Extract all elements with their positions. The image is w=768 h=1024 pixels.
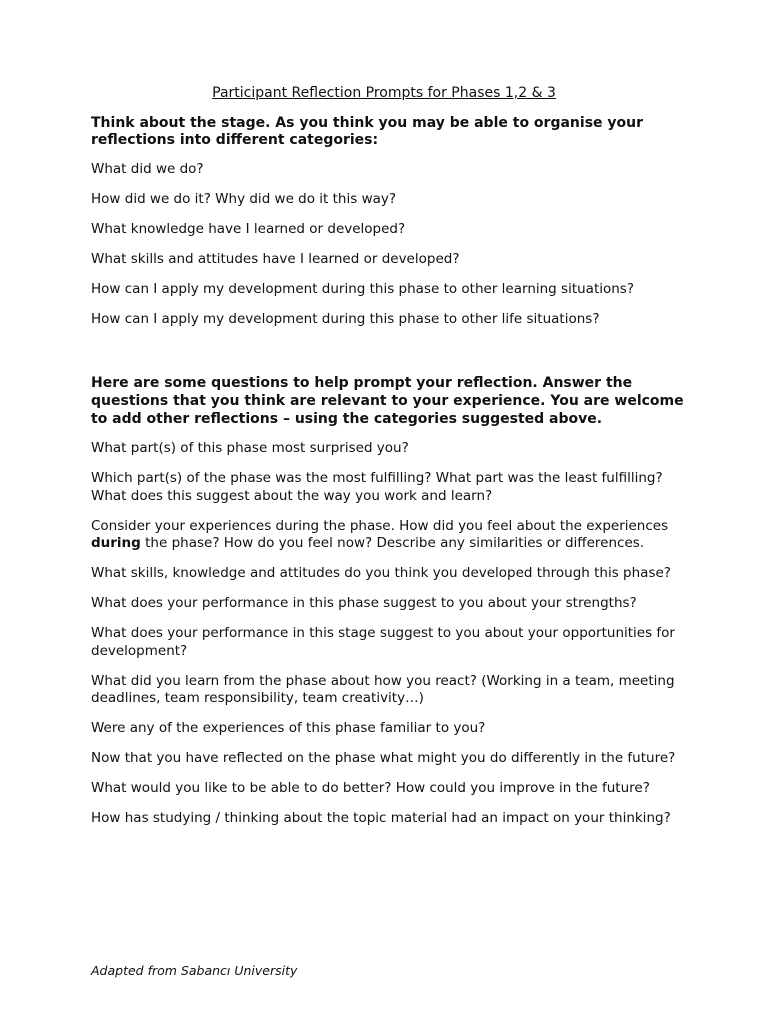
category-item: What did we do?: [91, 161, 204, 177]
category-item: How can I apply my development during this phase to other learning situations?: [91, 281, 635, 297]
reflection-question: Were any of the experiences of this phase familiar to you?: [91, 720, 486, 736]
reflection-question: What does your performance in this stage suggest to you about your opportunities for development?: [91, 625, 675, 659]
category-item: What skills and attitudes have I learned or developed?: [91, 251, 460, 267]
emphasis-during: during: [91, 535, 141, 551]
intro-paragraph: Think about the stage. As you think you may be able to organise your reflections into different categories:: [91, 115, 644, 148]
reflection-question: Which part(s) of the phase was the most fulfilling? What part was the least fulfilling? What does this suggest about the way you work and learn?: [91, 470, 663, 504]
reflection-question: What would you like to be able to do better? How could you improve in the future?: [91, 780, 650, 796]
reflection-question: What part(s) of this phase most surprised you?: [91, 440, 409, 456]
reflection-question-during: [91, 518, 691, 553]
reflection-question: What did you learn from the phase about how you react? (Working in a team, meeting deadlines, team responsibility, team creativity…): [91, 672, 675, 706]
question-text-before: Consider your experiences during the phase. How did you feel about the experiences: [91, 517, 669, 534]
section-spacer: [91, 341, 691, 374]
category-item: What knowledge have I learned or developed?: [91, 221, 406, 237]
reflection-question: What does your performance in this phase suggest to you about your strengths?: [91, 595, 637, 611]
reflection-question: How has studying / thinking about the topic material had an impact on your thinking?: [91, 810, 671, 826]
source-attribution: Adapted from Sabancı University: [91, 963, 298, 978]
page-title: Participant Reflection Prompts for Phases 1,2 & 3: [212, 85, 556, 101]
category-item: How did we do it? Why did we do it this way?: [91, 191, 397, 207]
category-item: How can I apply my development during this phase to other life situations?: [91, 311, 600, 327]
question-text-after: the phase? How do you feel now? Describe any similarities or differences.: [140, 535, 645, 551]
document-body: [91, 115, 691, 840]
reflection-question: Now that you have reflected on the phase what might you do differently in the future?: [91, 750, 676, 766]
reflection-question: What skills, knowledge and attitudes do you think you developed through this phase?: [91, 565, 671, 581]
questions-intro-paragraph: Here are some questions to help prompt your reflection. Answer the questions that you think are relevant to your experience. You are welcome to add other reflections – using the categories suggested above.: [91, 375, 684, 427]
